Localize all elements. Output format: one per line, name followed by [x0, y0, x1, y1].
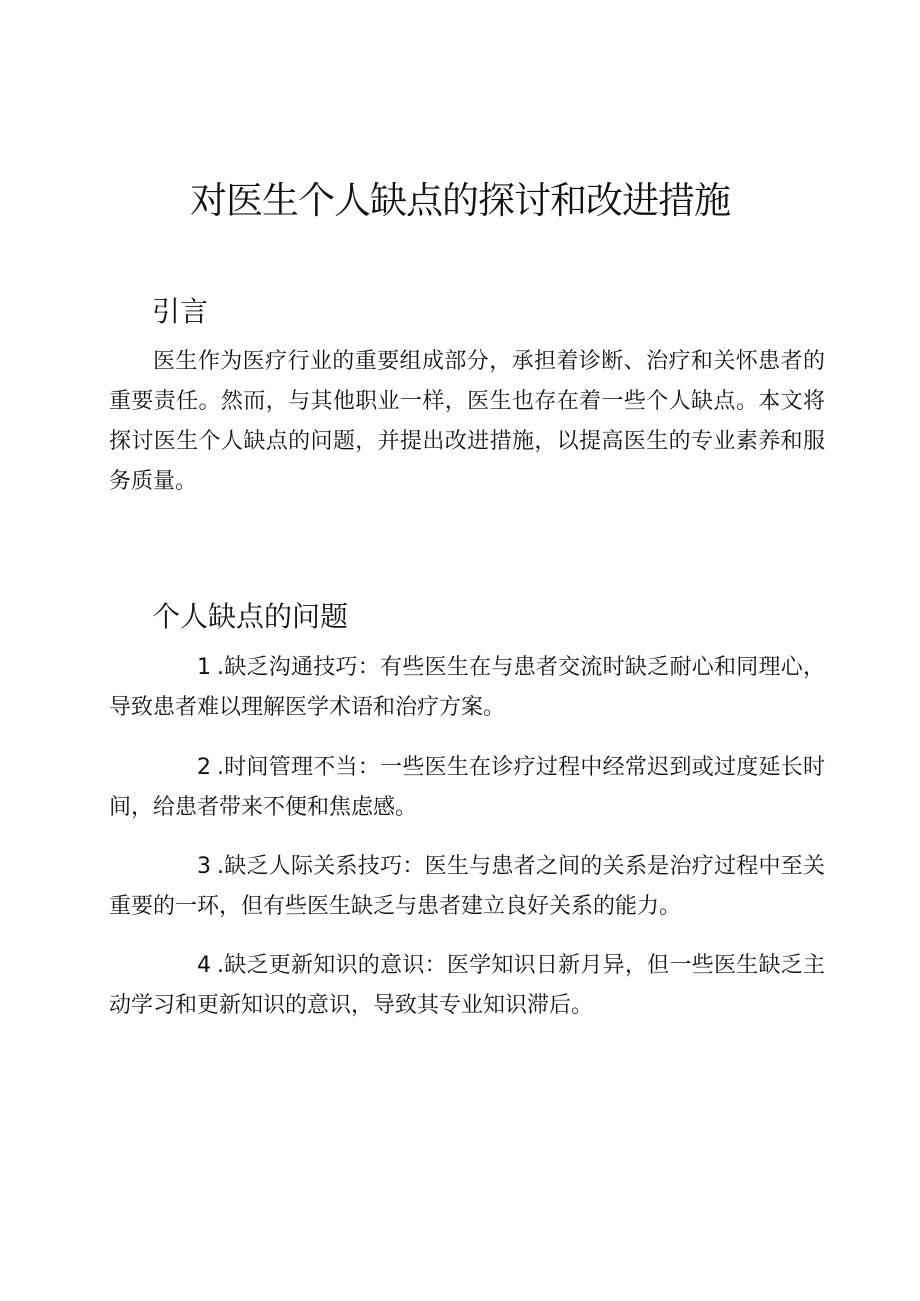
item-text: .时间管理不当：一些医生在诊疗过程中经常迟到或过度延长时间，给患者带来不便和焦虑感。 [109, 755, 825, 820]
introduction-paragraph: 医生作为医疗行业的重要组成部分，承担着诊断、治疗和关怀患者的重要责任。然而，与其他职业一样，医生也存在着一些个人缺点。本文将探讨医生个人缺点的问题，并提出改进措施，以提高医生的专业素养和服务质量。 [109, 349, 825, 494]
problem-item [109, 946, 825, 1026]
problem-item [109, 748, 825, 828]
section-heading-introduction: 引言 [152, 295, 209, 328]
item-text: .缺乏人际关系技巧：医生与患者之间的关系是治疗过程中至关重要的一环，但有些医生缺乏与患者建立良好关系的能力。 [109, 854, 825, 919]
problem-item [109, 847, 825, 927]
item-text: .缺乏更新知识的意识：医学知识日新月异，但一些医生缺乏主动学习和更新知识的意识，导致其专业知识滞后。 [109, 953, 825, 1018]
section-heading-problems: 个人缺点的问题 [152, 600, 349, 633]
item-text: .缺乏沟通技巧：有些医生在与患者交流时缺乏耐心和同理心，导致患者难以理解医学术语和治疗方案。 [109, 655, 825, 720]
item-number: 3 [197, 854, 211, 879]
problem-item [109, 648, 825, 728]
item-number: 4 [197, 953, 211, 978]
item-number: 2 [197, 755, 211, 780]
item-number: 1 [197, 655, 211, 680]
document-title: 对医生个人缺点的探讨和改进措施 [190, 179, 730, 222]
